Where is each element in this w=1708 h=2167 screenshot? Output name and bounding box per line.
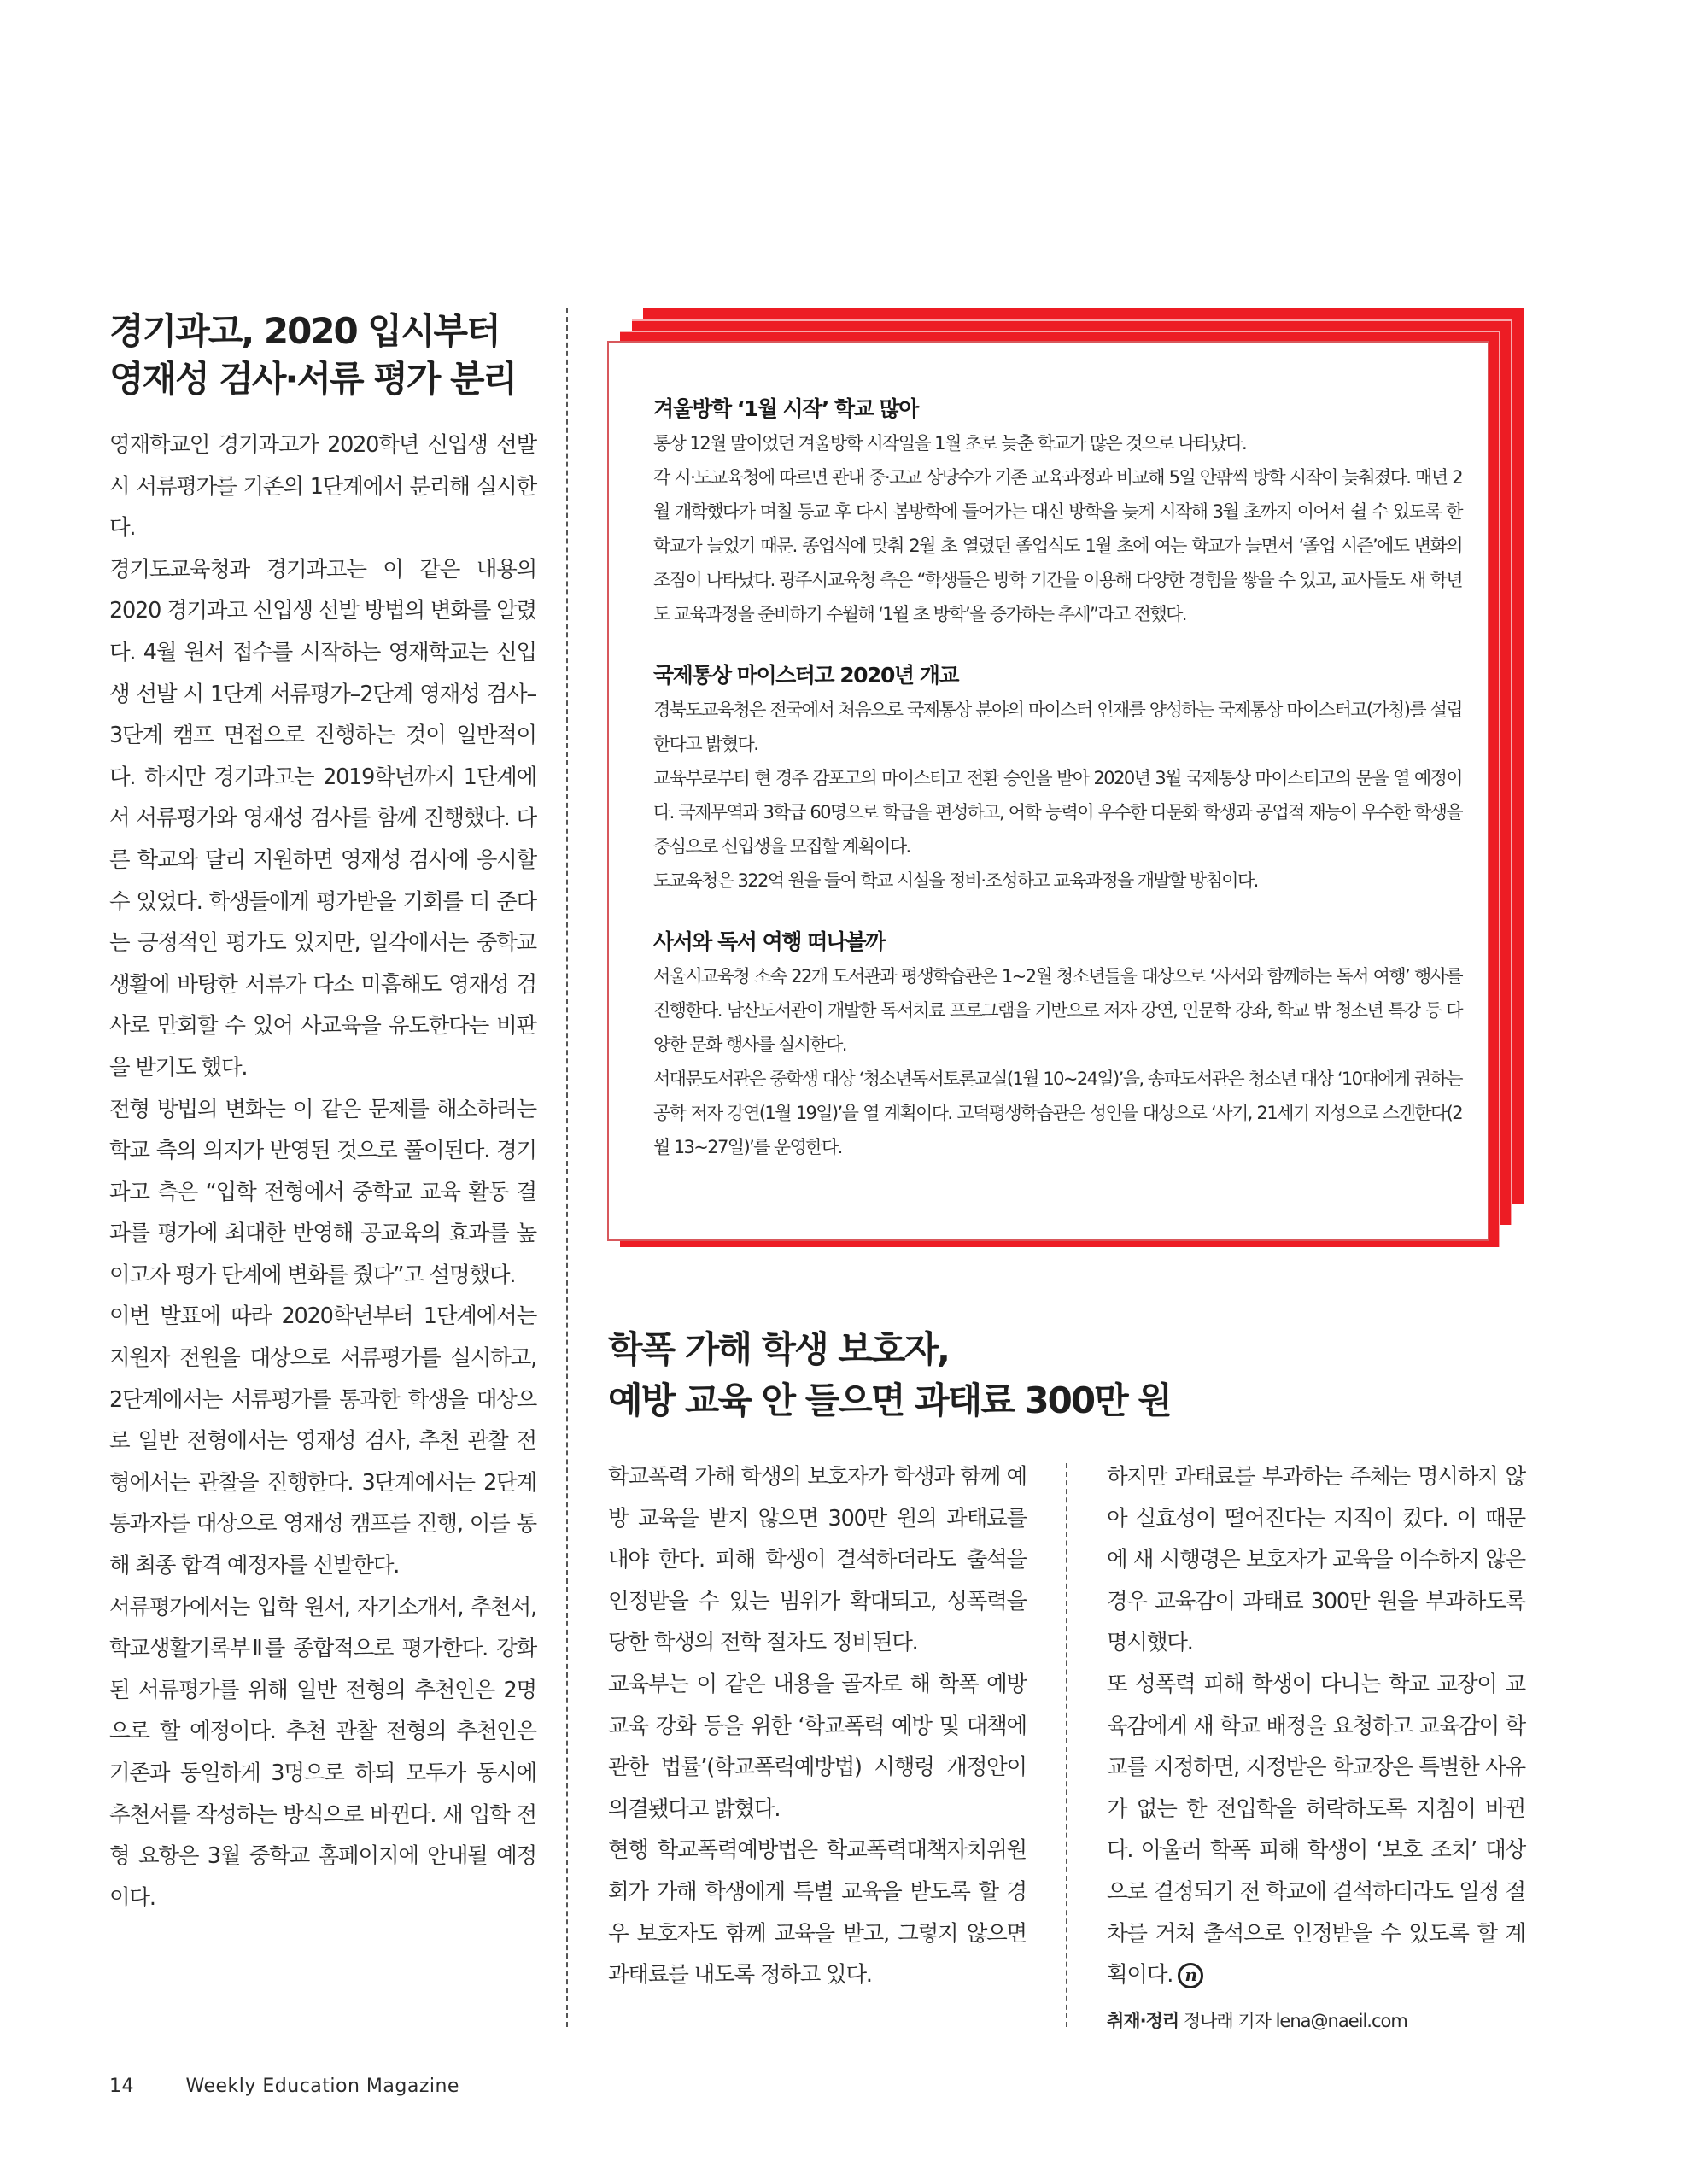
brief-body <box>653 959 1462 1164</box>
brief-reading-trip <box>653 925 1462 1164</box>
paragraph: 도교육청은 322억 원을 들여 학교 시설을 정비·조성하고 교육과정을 개발할 방침이다. <box>653 870 1258 891</box>
column-divider <box>566 308 568 2027</box>
headline-line-2: 예방 교육 안 들으면 과태료 300만 원 <box>608 1379 1171 1421</box>
paragraph <box>1107 1664 1525 1996</box>
paragraph: 하지만 과태료를 부과하는 주체는 명시하지 않아 실효성이 떨어진다는 지적이 컸다. 이 때문에 새 시행령은 보호자가 교육을 이수하지 않은 경우 교육감이 과태료 300만 원을 부과하도록 명시했다. <box>1107 1464 1525 1656</box>
paragraph: 이번 발표에 따라 2020학년부터 1단계에서는 지원자 전원을 대상으로 서류평가를 실시하고, 2단계에서는 서류평가를 통과한 학생을 대상으로 일반 전형에서는 영재성 검사, 추천 관찰 전형에서는 관찰을 진행한다. 3단계에서는 2단계 통과자를 대상으로 영재성 캠프를 진행, 이를 통해 최종 합격 예정자를 선발한다. <box>109 1303 536 1579</box>
paragraph: 교육부는 이 같은 내용을 골자로 해 학폭 예방 교육 강화 등을 위한 ‘학교폭력 예방 및 대책에 관한 법률’(학교폭력예방법) 시행령 개정안이 의결됐다고 밝혔다. <box>608 1671 1027 1822</box>
brief-title: 겨울방학 ‘1월 시작’ 학교 많아 <box>653 396 918 421</box>
byline-label: 취재·정리 <box>1107 2010 1179 2031</box>
page-number: 14 <box>109 2076 134 2097</box>
left-article-body <box>109 425 536 1918</box>
headline-line-2: 영재성 검사·서류 평가 분리 <box>109 358 517 400</box>
brief-title: 사서와 독서 여행 떠나볼까 <box>653 929 885 954</box>
page-footer <box>109 2076 459 2097</box>
left-article-headline <box>109 307 536 403</box>
magazine-name: Weekly Education Magazine <box>185 2076 459 2097</box>
paragraph: 서류평가에서는 입학 원서, 자기소개서, 추천서, 학교생활기록부Ⅱ를 종합적으로 평가한다. 강화된 서류평가를 위해 일반 전형의 추천인은 2명으로 할 예정이다. 추천 관찰 전형의 추천인은 기존과 동일하게 3명으로 하되 모두가 동시에 추천서를 작성하는 방식으로 바뀐다. 새 입학 전형 요항은 3월 중학교 홈페이지에 안내될 예정이다. <box>109 1594 536 1911</box>
paragraph: 경북도교육청은 전국에서 처음으로 국제통상 분야의 마이스터 인재를 양성하는 국제통상 마이스터고(가칭)를 설립한다고 밝혔다. <box>653 700 1462 754</box>
left-article <box>109 307 536 1918</box>
headline-line-1: 학폭 가해 학생 보호자, <box>608 1328 949 1370</box>
paragraph: 서울시교육청 소속 22개 도서관과 평생학습관은 1~2월 청소년들을 대상으로 ‘사서와 함께하는 독서 여행’ 행사를 진행한다. 남산도서관이 개발한 독서치료 프로그램을 기반으로 저자 강연, 인문학 강좌, 학교 밖 청소년 특강 등 다양한 문화 행사를 실시한다. <box>653 966 1462 1055</box>
paragraph: 전형 방법의 변화는 이 같은 문제를 해소하려는 학교 측의 의지가 반영된 것으로 풀이된다. 경기과고 측은 “입학 전형에서 중학교 교육 활동 결과를 평가에 최대한 반영해 공교육의 효과를 높이고자 평가 단계에 변화를 줬다”고 설명했다. <box>109 1096 536 1288</box>
brief-body <box>653 693 1462 898</box>
paragraph-text: 또 성폭력 피해 학생이 다니는 학교 교장이 교육감에게 새 학교 배정을 요청하고 교육감이 학교를 지정하면, 지정받은 학교장은 특별한 사유가 없는 한 전입학을 허락하도록 지침이 바뀐다. 아울러 학폭 피해 학생이 ‘보호 조치’ 대상으로 결정되기 전 학교에 결석하더라도 일정 절차를 거쳐 출석으로 인정받을 수 있도록 할 계획이다. <box>1107 1671 1525 1988</box>
paragraph: 현행 학교폭력예방법은 학교폭력대책자치위원회가 가해 학생에게 특별 교육을 받도록 할 경우 보호자도 함께 교육을 받고, 그렇지 않으면 과태료를 내도록 정하고 있다. <box>608 1837 1027 1988</box>
headline-line-1: 경기과고, 2020 입시부터 <box>109 310 500 352</box>
end-mark-icon: n <box>1178 1963 1203 1988</box>
byline-author: 정나래 기자 lena@naeil.com <box>1183 2010 1407 2031</box>
paragraph: 통상 12월 말이었던 겨울방학 시작일을 1월 초로 늦춘 학교가 많은 것으로 나타났다. <box>653 433 1247 454</box>
bottom-article-column-1 <box>608 1456 1027 1996</box>
paragraph: 경기도교육청과 경기과고는 이 같은 내용의 2020 경기과고 신입생 선발 방법의 변화를 알렸다. 4월 원서 접수를 시작하는 영재학교는 신입생 선발 시 1단계 서류평가–2단계 영재성 검사–3단계 캠프 면접으로 진행하는 것이 일반적이다. 하지만 경기과고는 2019학년까지 1단계에서 서류평가와 영재성 검사를 함께 진행했다. 다른 학교와 달리 지원하면 영재성 검사에 응시할 수 있었다. 학생들에게 평가받을 기회를 더 준다는 긍정적인 평가도 있지만, 일각에서는 중학교생활에 바탕한 서류가 다소 미흡해도 영재성 검사로 만회할 수 있어 사교육을 유도한다는 비판을 받기도 했다. <box>109 556 536 1081</box>
paragraph: 학교폭력 가해 학생의 보호자가 학생과 함께 예방 교육을 받지 않으면 300만 원의 과태료를 내야 한다. 피해 학생이 결석하더라도 출석을 인정받을 수 있는 범위가 확대되고, 성폭력을 당한 학생의 전학 절차도 정비된다. <box>608 1464 1027 1656</box>
news-brief-box <box>607 341 1489 1241</box>
byline <box>1107 2008 1525 2034</box>
paragraph: 영재학교인 경기과고가 2020학년 신입생 선발 시 서류평가를 기존의 1단계에서 분리해 실시한다. <box>109 432 536 542</box>
paragraph: 교육부로부터 현 경주 감포고의 마이스터고 전환 승인을 받아 2020년 3월 국제통상 마이스터고의 문을 열 예정이다. 국제무역과 3학급 60명으로 학급을 편성하고, 어학 능력이 우수한 다문화 학생과 공업적 재능이 우수한 학생을 중심으로 신입생을 모집할 계획이다. <box>653 768 1462 857</box>
brief-winter-vacation <box>653 392 1462 631</box>
brief-meister-school <box>653 659 1462 898</box>
brief-body <box>653 426 1462 631</box>
bottom-article-column-2 <box>1107 1456 1525 2034</box>
paragraph: 각 시·도교육청에 따르면 관내 중·고교 상당수가 기존 교육과정과 비교해 5일 안팎씩 방학 시작이 늦춰졌다. 매년 2월 개학했다가 며칠 등교 후 다시 봄방학에 들어가는 대신 방학을 늦게 시작해 3월 초까지 이어서 쉴 수 있도록 한 학교가 늘었기 때문. 종업식에 맞춰 2월 초 열렸던 졸업식도 1월 초에 여는 학교가 늘면서 ‘졸업 시즌’에도 변화의 조짐이 나타났다. 광주시교육청 측은 “학생들은 방학 기간을 이용해 다양한 경험을 쌓을 수 있고, 교사들도 새 학년도 교육과정을 준비하기 수월해 ‘1월 초 방학’을 증가하는 추세”라고 전했다. <box>653 467 1462 624</box>
paragraph: 서대문도서관은 중학생 대상 ‘청소년독서토론교실(1월 10~24일)’을, 송파도서관은 청소년 대상 ‘10대에게 권하는 공학 저자 강연(1월 19일)’을 열 계획이다. 고덕평생학습관은 성인을 대상으로 ‘사기, 21세기 지성으로 스캔한다(2월 13~27일)’를 운영한다. <box>653 1069 1462 1157</box>
brief-title: 국제통상 마이스터고 2020년 개교 <box>653 663 958 688</box>
column-divider <box>1066 1463 1068 2027</box>
bottom-article-headline <box>608 1324 1274 1426</box>
